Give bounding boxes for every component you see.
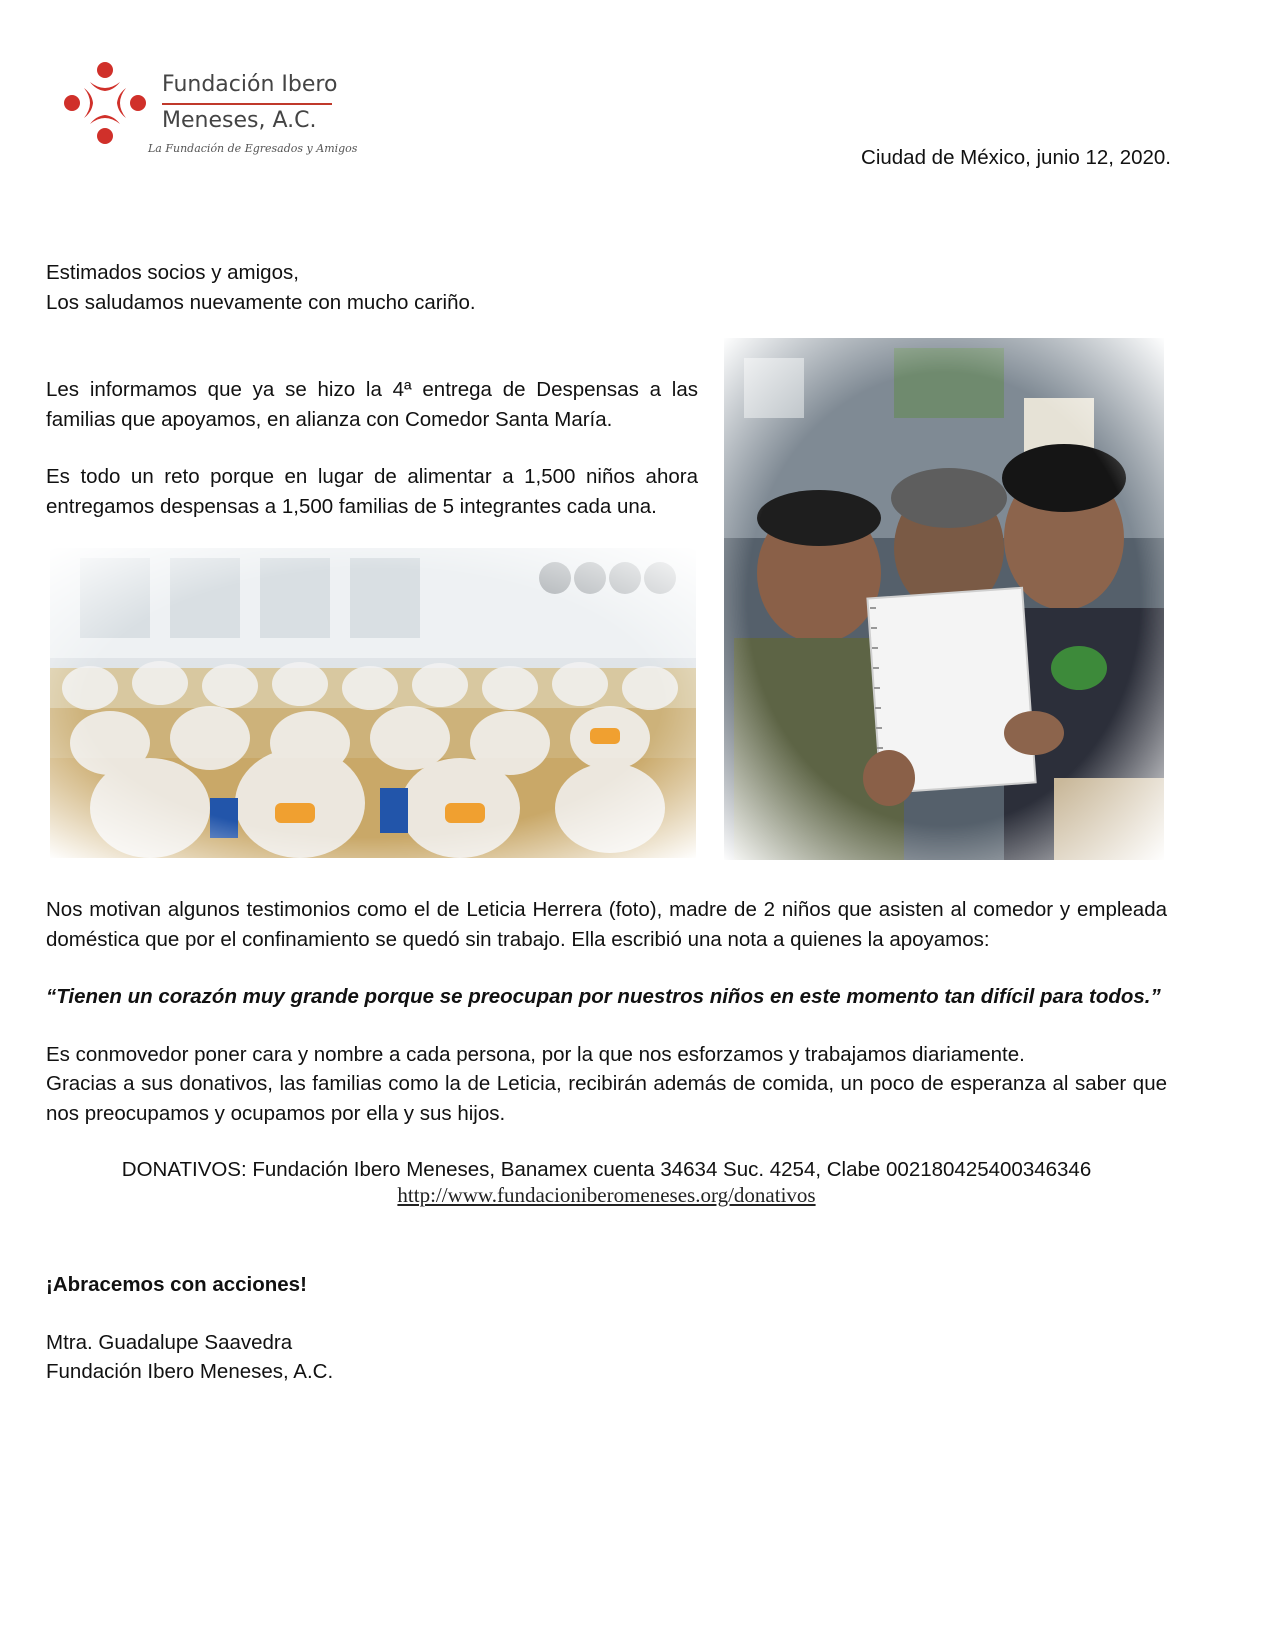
closing-line-1: Es conmovedor poner cara y nombre a cada persona, por la que nos esforzamos y trabajamos diariamente. bbox=[46, 1043, 1025, 1066]
donations-link[interactable]: http://www.fundacioniberomeneses.org/donativos bbox=[397, 1183, 816, 1207]
groceries-photo bbox=[50, 548, 696, 858]
call-to-action: ¡Abracemos con acciones! bbox=[46, 1273, 307, 1296]
testimony-paragraph: Nos motivan algunos testimonios como el de Leticia Herrera (foto), madre de 2 niños que asisten al comedor y empleada doméstica que por el confinamiento se quedó sin trabajo. Ella escribió una nota a quienes la apoyamos: bbox=[46, 898, 1167, 951]
greeting-line1: Estimados socios y amigos, bbox=[46, 261, 299, 284]
closing-paragraph: Gracias a sus donativos, las familias como la de Leticia, recibirán además de comida, un poco de esperanza al saber que nos preocupamos y ocupamos por ella y sus hijos. bbox=[46, 1072, 1167, 1125]
intro-paragraph-2: Es todo un reto porque en lugar de alimentar a 1,500 niños ahora entregamos despensas a 1,500 familias de 5 integrantes cada una. bbox=[46, 465, 698, 518]
signature-name: Mtra. Guadalupe Saavedra bbox=[46, 1331, 293, 1354]
donations-info: DONATIVOS: Fundación Ibero Meneses, Banamex cuenta 34634 Suc. 4254, Clabe 002180425400346346 bbox=[121, 1158, 1092, 1181]
logo bbox=[62, 60, 358, 160]
logo-people-icon bbox=[62, 60, 148, 146]
family-photo bbox=[724, 338, 1164, 860]
letter-date: Ciudad de México, junio 12, 2020. bbox=[861, 146, 1171, 169]
logo-divider bbox=[162, 103, 332, 105]
family-image bbox=[724, 338, 1164, 860]
logo-name-line1: Fundación Ibero bbox=[162, 72, 338, 97]
signature-org: Fundación Ibero Meneses, A.C. bbox=[46, 1360, 334, 1383]
logo-tagline: La Fundación de Egresados y Amigos bbox=[148, 142, 358, 155]
testimony-quote: “Tienen un corazón muy grande porque se preocupan por nuestros niños en este momento tan difícil para todos.” bbox=[46, 985, 1161, 1008]
logo-name-line2: Meneses, A.C. bbox=[162, 108, 317, 133]
groceries-image bbox=[50, 548, 696, 858]
greeting-line2: Los saludamos nuevamente con mucho cariño. bbox=[46, 291, 476, 314]
intro-paragraph-1: Les informamos que ya se hizo la 4ª entrega de Despensas a las familias que apoyamos, en alianza con Comedor Santa María. bbox=[46, 378, 698, 431]
